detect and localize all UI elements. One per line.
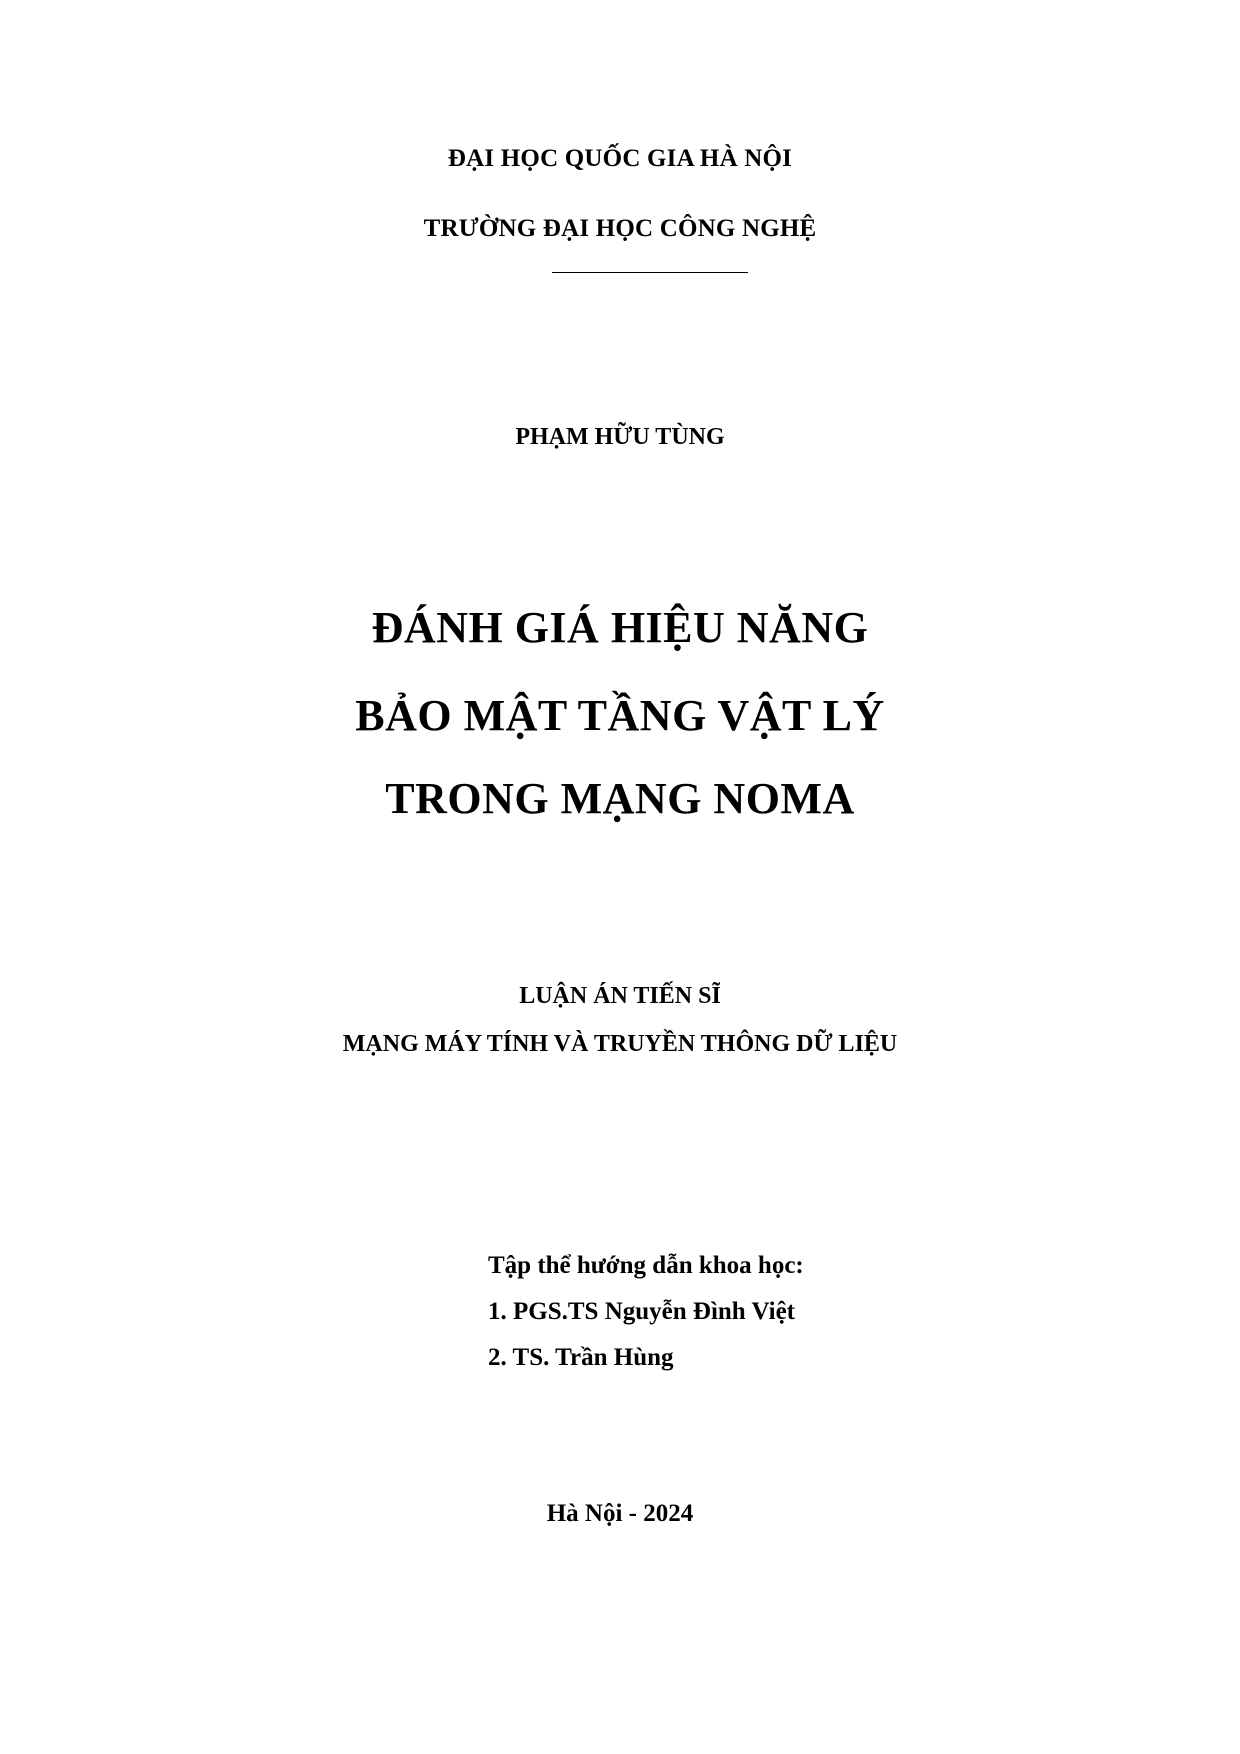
header-divider (552, 272, 748, 273)
place-and-year: Hà Nội - 2024 (546, 1500, 694, 1527)
thesis-title-line-3: TRONG MẠNG NOMA (385, 774, 855, 823)
supervisor-item: 2. TS. Trần Hùng (488, 1344, 674, 1371)
supervisor-item: 1. PGS.TS Nguyễn Đình Việt (488, 1298, 796, 1325)
thesis-title-line-2: BẢO MẬT TẦNG VẬT LÝ (355, 691, 885, 740)
faculty-name: TRƯỜNG ĐẠI HỌC CÔNG NGHỆ (423, 215, 817, 242)
university-name: ĐẠI HỌC QUỐC GIA HÀ NỘI (447, 145, 793, 172)
supervisors-heading: Tập thể hướng dẫn khoa học: (488, 1252, 804, 1279)
author-name: PHẠM HỮU TÙNG (515, 424, 725, 450)
degree-type: LUẬN ÁN TIẾN SĨ (519, 983, 721, 1009)
supervisors-block (488, 1243, 988, 1381)
thesis-title-line-1: ĐÁNH GIÁ HIỆU NĂNG (371, 603, 869, 652)
degree-field: MẠNG MÁY TÍNH VÀ TRUYỀN THÔNG DỮ LIỆU (342, 1031, 898, 1057)
